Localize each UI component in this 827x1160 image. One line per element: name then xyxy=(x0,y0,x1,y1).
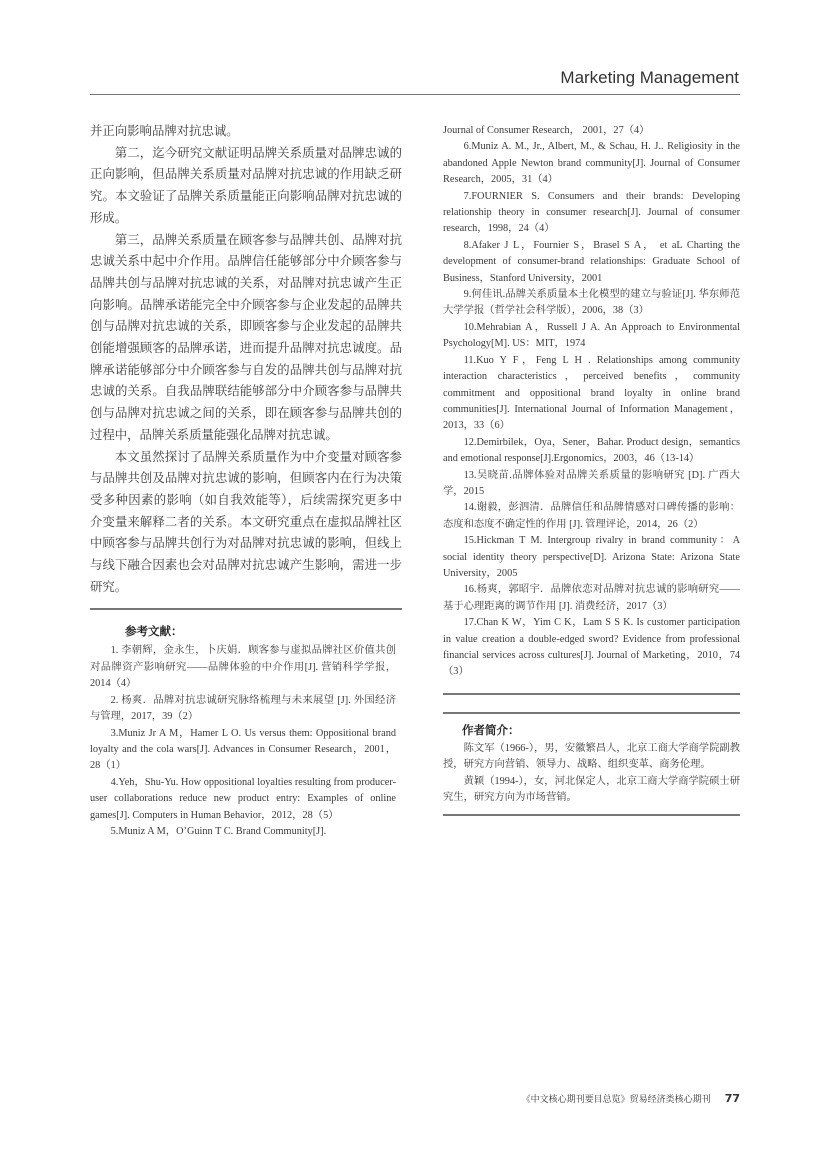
references-left xyxy=(90,643,402,840)
author-bottom-divider xyxy=(443,814,740,816)
reference-continuation: Journal of Consumer Research， 2001，27（4） xyxy=(443,125,650,136)
left-column xyxy=(90,121,402,840)
page-footer xyxy=(400,1092,740,1105)
reference-item: 9.何佳讯.品牌关系质量本土化模型的建立与验证[J]. 华东师范大学学报（哲学社会科学版），2006，38（3） xyxy=(443,289,740,317)
reference-item: 11.Kuo Y F，Feng L H . Relationships among community interaction characteristics，perceived benefits，community commitment and oppositional brand loyalty in online brand communities[J]. International Journal of Information Management，2013，33（6） xyxy=(443,354,740,432)
references-title: 参考文献： xyxy=(125,624,183,639)
author-bio: 陈文军（1966-），男，安徽繁昌人，北京工商大学商学院副教授，研究方向营销、领导力、战略、组织变革、商务伦理。 xyxy=(443,742,740,771)
journal-header: Marketing Management xyxy=(560,68,739,87)
reference-item: 15.Hickman T M. Intergroup rivalry in brand community：A social identity theory perspective[D]. Arizona State: Arizona State University，2005 xyxy=(443,535,740,579)
author-top-divider xyxy=(443,712,740,714)
reference-item: 1. 李朝辉，金永生，卜庆娟．顾客参与虚拟品牌社区价值共创对品牌资产影响研究——品牌体验的中介作用[J]. 营销科学学报，2014（4） xyxy=(90,645,396,690)
reference-item: 6.Muniz A. M., Jr., Albert, M., & Schau, H. J.. Religiosity in the abandoned Apple Newton brand community[J]. Journal of Consumer Research，2005，31（4） xyxy=(443,141,740,186)
reference-item: 10.Mehrabian A，Russell J A. An Approach to Environmental Psychology[M]. US：MIT，1974 xyxy=(443,321,740,350)
reference-item: 16.杨爽，郭昭宇．品牌依恋对品牌对抗忠诚的影响研究——基于心理距离的调节作用 [J]. 消费经济，2017（3） xyxy=(443,584,740,612)
references-end-divider xyxy=(443,693,740,695)
footer-text: 《中文核心期刊要目总览》贸易经济类核心期刊 xyxy=(521,1095,711,1105)
author-intro-title: 作者简介： xyxy=(462,722,520,737)
author-intro xyxy=(443,741,740,807)
reference-item: 8.Afaker J L，Fournier S，Brasel S A， et aL Charting the development of consumer-brand relationships: Graduate School of Business，Stanford University，2001 xyxy=(443,239,740,284)
paragraph: 第二，迄今研究文献证明品牌关系质量对品牌忠诚的正向影响，但品牌关系质量对品牌对抗忠诚的作用缺乏研究。本文验证了品牌关系质量能正向影响品牌对抗忠诚的形成。 xyxy=(90,145,402,225)
reference-item: 2. 杨爽．品牌对抗忠诚研究脉络梳理与未来展望 [J]. 外国经济与管理，2017，39（2） xyxy=(90,694,396,723)
reference-item: 13.吴晓苗.品牌体验对品牌关系质量的影响研究 [D]. 广西大学，2015 xyxy=(443,469,740,497)
reference-item: 14.谢毅，彭泗清．品牌信任和品牌情感对口碑传播的影响：态度和态度不确定性的作用 [J]. 管理评论，2014，26（2） xyxy=(443,502,740,530)
reference-item: 12.Demirbilek，Oya，Sener，Bahar. Product design，semantics and emotional response[J].Ergonomics，2003，46（13-14） xyxy=(443,436,740,465)
header-divider xyxy=(90,94,740,95)
paragraph: 本文虽然探讨了品牌关系质量作为中介变量对顾客参与品牌共创及品牌对抗忠诚的影响，但顾客内在行为决策受多种因素的影响（如自我效能等），后续需探究更多中介变量来解释二者的关系。本文研究重点在虚拟品牌社区中顾客参与品牌共创行为对品牌对抗忠诚的影响，但线上与线下融合因素也会对品牌对抗忠诚产生影响，需进一步研究。 xyxy=(90,449,402,594)
reference-item: 5.Muniz A M，O’Guinn T C. Brand Community[J]. xyxy=(110,825,327,837)
paragraph: 第三，品牌关系质量在顾客参与品牌共创、品牌对抗忠诚关系中起中介作用。品牌信任能够部分中介顾客参与品牌共创与品牌对抗忠诚的关系，对品牌对抗忠诚产生正向影响。品牌承诺能完全中介顾客参与企业发起的品牌共创与品牌对抗忠诚的关系，即顾客参与企业发起的品牌共创能增强顾客的品牌承诺，进而提升品牌对抗忠诚度。品牌承诺能够部分中介顾客参与自发的品牌共创与品牌对抗忠诚的关系。自我品牌联结能够部分中介顾客参与品牌共创与品牌对抗忠诚之间的关系，即在顾客参与品牌共创的过程中，品牌关系质量能强化品牌对抗忠诚。 xyxy=(90,232,402,442)
reference-item: 7.FOURNIER S. Consumers and their brands: Developing relationship theory in consumer research[J]. Journal of consumer research，1998，24（4） xyxy=(443,190,740,235)
reference-item: 4.Yeh，Shu-Yu. How oppositional loyalties resulting from producer-user collaborations reduce new product entry: Examples of online games[J]. Computers in Human Behavior，2012，28（5） xyxy=(90,776,396,821)
reference-item: 17.Chan K W，Yim C K，Lam S S K. Is customer participation in value creation a double-edged sword? Evidence from professional financial services across cultures[J]. Journal of Marketing，2010，74（3） xyxy=(443,617,740,678)
page-number: 77 xyxy=(724,1092,740,1105)
references-divider xyxy=(90,608,402,610)
left-column-body xyxy=(90,121,402,598)
paragraph: 并正向影响品牌对抗忠诚。 xyxy=(90,124,239,138)
reference-item: 3.Muniz Jr A M，Hamer L O. Us versus them: Oppositional brand loyalty and the cola wars[J]. Advances in Consumer Research，2001，28（1） xyxy=(90,727,396,772)
right-column xyxy=(443,123,740,816)
author-bio: 黄颖（1994-），女，河北保定人，北京工商大学商学院硕士研究生，研究方向为市场营销。 xyxy=(443,775,740,804)
references-right xyxy=(443,123,740,681)
